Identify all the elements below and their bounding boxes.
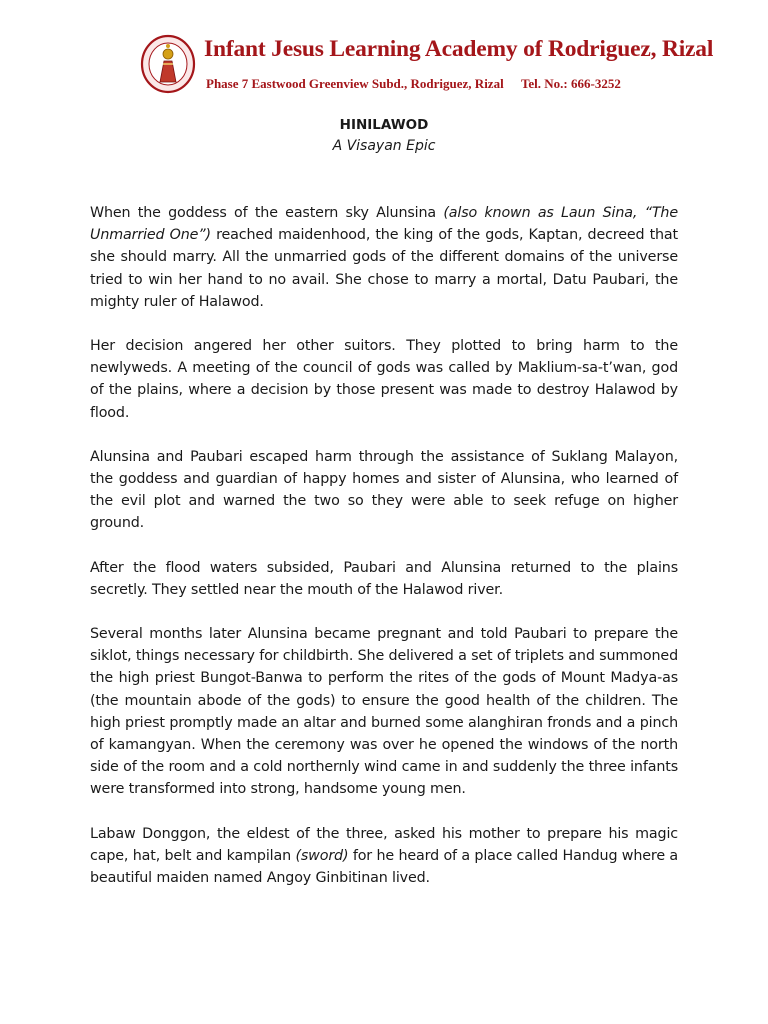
school-telephone: Tel. No.: 666-3252 [520,76,621,91]
document-body [90,202,678,911]
letterhead [140,30,714,102]
paragraph-1-part-a: When the goddess of the eastern sky Alunsina [90,205,444,221]
paragraph-6-part-a: Labaw Donggon, the eldest of the three, asked his mother to prepare his magic cape, hat, belt and kampilan [90,825,678,864]
school-name: Infant Jesus Learning Academy of Rodriguez, Rizal [204,36,714,62]
school-seal-icon [140,34,196,94]
paragraph-1 [90,202,678,313]
document-subtitle: A Visayan Epic [332,138,436,154]
school-address: Phase 7 Eastwood Greenview Subd., Rodriguez, Rizal [206,76,504,91]
paragraph-2: Her decision angered her other suitors. They plotted to bring harm to the newlyweds. A meeting of the council of gods was called by Maklium-sa-t’wan, god of the plains, where a decision by those present was made to destroy Halawod by flood. [90,338,678,421]
paragraph-6-part-c: for he heard of a place called Handug where a beautiful maiden named Angoy Ginbitinan lived. [90,847,678,887]
paragraph-4: After the flood waters subsided, Paubari and Alunsina returned to the plains secretly. They settled near the mouth of the Halawod river. [90,559,678,598]
paragraph-1-part-c: reached maidenhood, the king of the gods, Kaptan, decreed that she should marry. All the unmarried gods of the different domains of the universe tried to win her hand to no avail. She chose to marry a mortal, Datu Paubari, the mighty ruler of Halawod. [90,227,679,310]
paragraph-6-italic: (sword) [295,847,349,864]
paragraph-1-italic: (also known as Laun Sina, “The Unmarried One”) [90,205,678,244]
paragraph-3: Alunsina and Paubari escaped harm through the assistance of Suklang Malayon, the goddess and guardian of happy homes and sister of Alunsina, who learned of the evil plot and warned the two so they were able to seek refuge on higher ground. [90,448,678,532]
paragraph-5: Several months later Alunsina became pregnant and told Paubari to prepare the siklot, things necessary for childbirth. She delivered a set of triplets and summoned the high priest Bungot-Banwa to perform the rites of the gods of Mount Madya-as (the mountain abode of the gods) to ensure the good health of the children. The high priest promptly made an altar and burned some alanghiran fronds and a pinch of kamangyan. When the ceremony was over he opened the windows of the north side of the room and a cold northernly wind came in and suddenly the three infants were transformed into strong, handsome young men. [90,626,678,798]
document-title: HINILAWOD [339,117,429,133]
paragraph-6 [90,823,678,890]
school-address-line [206,76,621,92]
